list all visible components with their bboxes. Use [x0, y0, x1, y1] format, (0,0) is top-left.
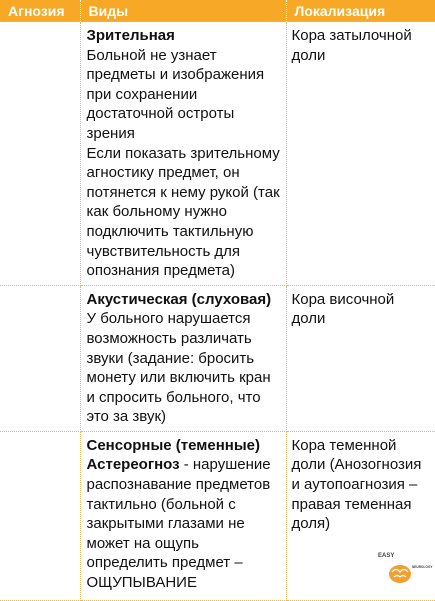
localization-cell: Кора затылочной доли [286, 22, 435, 286]
table-row [0, 22, 435, 286]
type-description: Больной не узнает предметы и изображения при сохранении достаточной остроты зрения [86, 46, 265, 142]
logo-text-side: NEUROLOGY [412, 565, 433, 569]
empty-cell [0, 22, 80, 286]
table-row [0, 285, 435, 431]
logo-text-top: EASY [378, 553, 395, 559]
term-label: Астереогноз [86, 456, 180, 474]
localization-cell: Кора височной доли [286, 285, 435, 431]
header-localization: Локализация [286, 0, 435, 22]
type-description [87, 455, 282, 592]
type-title: Сенсорные (теменные) [86, 436, 260, 454]
type-description: Если показать зрительному агностику предмет, он потянется к нему рукой (так как больному нужно подключить тактильную чувствительность для опознания предмета) [86, 144, 280, 280]
types-cell [80, 285, 286, 431]
type-title: Акустическая (слуховая) [86, 290, 272, 308]
types-cell [80, 22, 286, 286]
localization-cell: Кора теменной доли (Анозогнозия и аутопоагнозия – правая теменная доля) [286, 431, 435, 600]
easy-neurology-logo [370, 548, 433, 584]
term-definition: - нарушение распознавание предметов тактильно (больной с закрытыми глазами не может на ощупь определить предмет – ОЩУПЫВАНИЕ [86, 456, 271, 592]
empty-cell [0, 285, 80, 431]
empty-cell [0, 431, 80, 600]
header-agnosia: Агнозия [0, 0, 80, 22]
brain-icon [389, 565, 411, 583]
type-title: Зрительная [86, 27, 175, 44]
header-types: Виды [80, 0, 286, 22]
table-header-row [0, 0, 435, 22]
types-cell [80, 431, 286, 600]
type-description: У больного нарушается возможность различать звуки (задание: бросить монету или включить кран и спросить больного, что это за звук) [86, 310, 271, 426]
